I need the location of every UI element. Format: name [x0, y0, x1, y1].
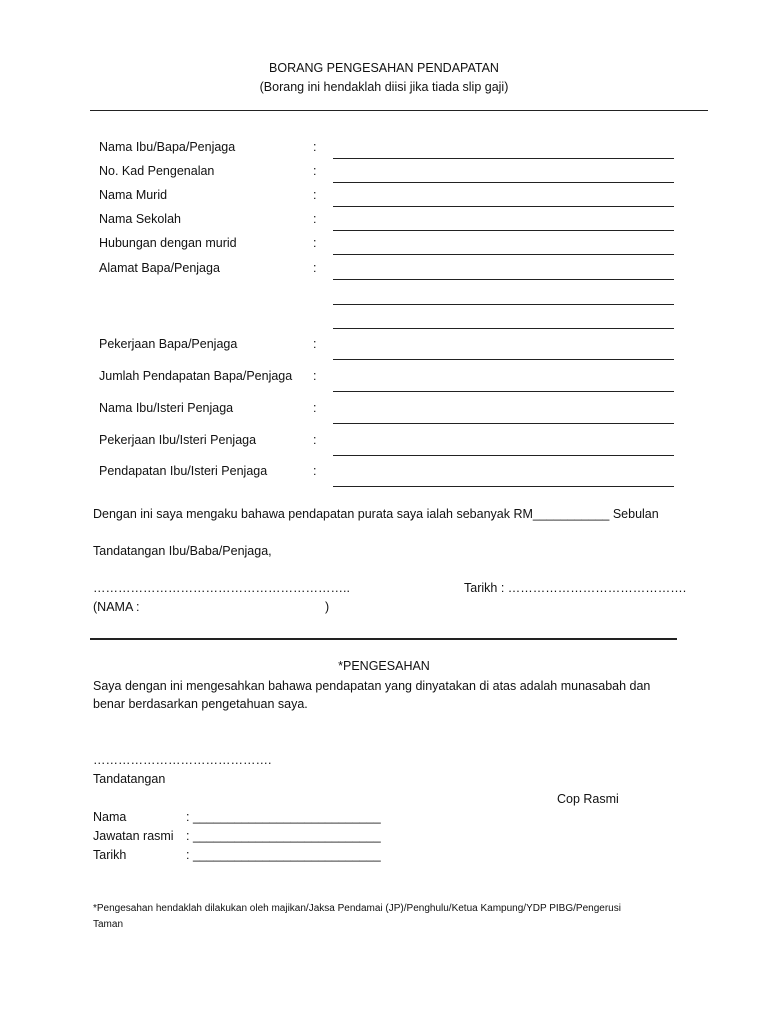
field-colon: :: [313, 337, 317, 351]
field-colon: :: [313, 433, 317, 447]
address-line-2[interactable]: [333, 304, 674, 305]
endorser-name-label: Nama: [93, 810, 127, 824]
mother-occupation-line[interactable]: [333, 455, 674, 456]
endorsement-text-line-1: Saya dengan ini mengesahkan bahawa pendapatan yang dinyatakan di atas adalah munasabah dan: [93, 679, 651, 693]
field-label-parent-name: Nama Ibu/Bapa/Penjaga: [99, 140, 236, 154]
header-divider: [90, 110, 708, 111]
father-income-line[interactable]: [333, 391, 674, 392]
field-colon: :: [313, 261, 317, 275]
field-label-mother-occupation: Pekerjaan Ibu/Isteri Penjaga: [99, 433, 257, 447]
field-label-student-name: Nama Murid: [99, 188, 168, 202]
footnote-line-1: *Pengesahan hendaklah dilakukan oleh majikan/Jaksa Pendamai (JP)/Penghulu/Ketua Kampung/YDP PIBG/Pengerusi: [93, 903, 621, 914]
mother-name-line[interactable]: [333, 423, 674, 424]
field-colon: :: [313, 188, 317, 202]
address-line-1[interactable]: [333, 279, 674, 280]
declaration-text: Dengan ini saya mengaku bahawa pendapatan purata saya ialah sebanyak RM___________ Sebulan: [93, 507, 659, 521]
field-label-school-name: Nama Sekolah: [99, 212, 181, 226]
parent-name-open: (NAMA :: [93, 600, 140, 614]
field-colon: :: [313, 464, 317, 478]
footnote-line-2: Taman: [93, 919, 124, 930]
school-name-line[interactable]: [333, 230, 674, 231]
form-subtitle: (Borang ini hendaklah diisi jika tiada slip gaji): [259, 80, 509, 94]
field-label-relationship: Hubungan dengan murid: [99, 236, 237, 250]
field-label-ic-number: No. Kad Pengenalan: [99, 164, 215, 178]
endorser-date-field[interactable]: : ___________________________: [186, 848, 381, 862]
field-label-mother-name: Nama Ibu/Isteri Penjaga: [99, 401, 234, 415]
address-line-3[interactable]: [333, 328, 674, 329]
endorser-signature-label: Tandatangan: [93, 772, 166, 786]
relationship-line[interactable]: [333, 254, 674, 255]
endorsement-heading: *PENGESAHAN: [338, 659, 430, 673]
field-colon: :: [313, 369, 317, 383]
endorsement-text-line-2: benar berdasarkan pengetahuan saya.: [93, 697, 308, 711]
parent-date-field[interactable]: Tarikh : …………………………………….: [464, 581, 687, 595]
field-colon: :: [313, 212, 317, 226]
student-name-line[interactable]: [333, 206, 674, 207]
endorser-name-field[interactable]: : ___________________________: [186, 810, 381, 824]
form-title: BORANG PENGESAHAN PENDAPATAN: [269, 61, 499, 75]
endorser-position-label: Jawatan rasmi: [93, 829, 174, 843]
mother-income-line[interactable]: [333, 486, 674, 487]
endorser-signature-dots[interactable]: …………………………………….: [93, 753, 272, 767]
official-stamp-label: Cop Rasmi: [557, 792, 619, 806]
parent-signature-dots[interactable]: ……………………………………………………..: [93, 581, 350, 595]
field-colon: :: [313, 236, 317, 250]
field-label-mother-income: Pendapatan Ibu/Isteri Penjaga: [99, 464, 268, 478]
endorser-date-label: Tarikh: [93, 848, 127, 862]
parent-name-close: ): [325, 600, 330, 614]
field-colon: :: [313, 140, 317, 154]
field-colon: :: [313, 164, 317, 178]
field-label-father-income: Jumlah Pendapatan Bapa/Penjaga: [99, 369, 293, 383]
section-divider: [90, 638, 677, 640]
parent-signature-label: Tandatangan Ibu/Baba/Penjaga,: [93, 544, 272, 558]
parent-name-line[interactable]: [333, 158, 674, 159]
field-colon: :: [313, 401, 317, 415]
father-occupation-line[interactable]: [333, 359, 674, 360]
endorser-position-field[interactable]: : ___________________________: [186, 829, 381, 843]
field-label-father-occupation: Pekerjaan Bapa/Penjaga: [99, 337, 238, 351]
ic-number-line[interactable]: [333, 182, 674, 183]
field-label-address: Alamat Bapa/Penjaga: [99, 261, 220, 275]
